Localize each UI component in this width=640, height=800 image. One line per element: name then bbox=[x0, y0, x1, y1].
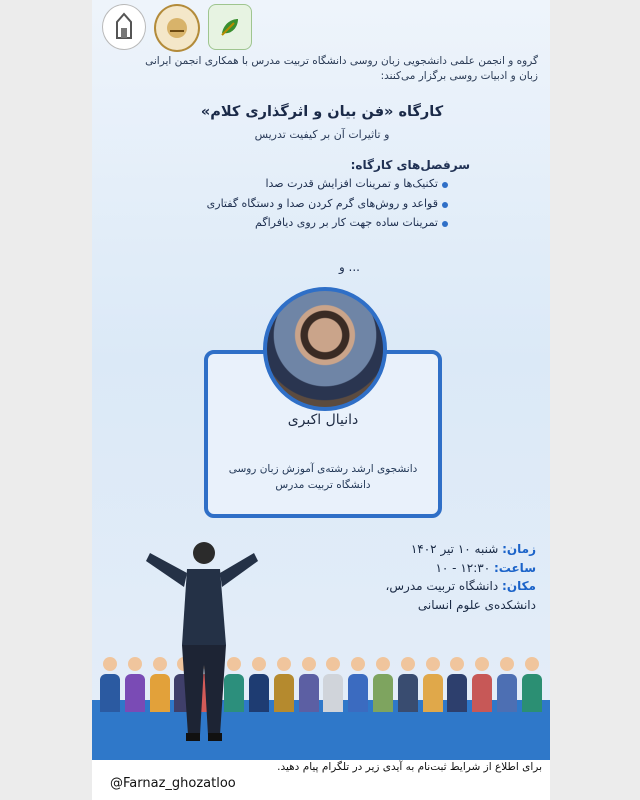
audience-person bbox=[100, 657, 120, 712]
registration-text: برای اطلاع از شرایط ثبت‌نام به آیدی زیر در تلگرام پیام دهید. bbox=[277, 761, 542, 773]
conductor-icon bbox=[142, 535, 262, 755]
bullet-icon bbox=[442, 182, 448, 188]
intro-line-1: گروه و انجمن علمی دانشجویی زبان روسی دانشگاه تربیت مدرس با همکاری انجمن ایرانی bbox=[145, 55, 538, 67]
event-details bbox=[296, 540, 536, 614]
time-row bbox=[296, 559, 536, 578]
audience-person bbox=[447, 657, 467, 712]
topics-list bbox=[118, 176, 448, 235]
audience-person bbox=[423, 657, 443, 712]
place-value: دانشگاه تربیت مدرس، bbox=[385, 579, 499, 594]
conductor-illustration bbox=[142, 535, 262, 755]
date-row bbox=[296, 540, 536, 559]
topics-more: و ... bbox=[338, 260, 360, 274]
time-label: ساعت: bbox=[493, 560, 536, 575]
speaker-role-line-1: دانشجوی ارشد رشته‌ی آموزش زبان روسی bbox=[228, 463, 418, 475]
speaker-photo bbox=[263, 287, 387, 411]
topic-text: تکنیک‌ها و تمرینات افزایش قدرت صدا bbox=[265, 177, 438, 190]
telegram-handle: @Farnaz_ghozatloo bbox=[110, 776, 236, 791]
workshop-poster bbox=[92, 0, 550, 800]
association-seal-logo bbox=[154, 4, 200, 52]
time-value: ۱۲:۳۰ - ۱۰ bbox=[435, 560, 491, 575]
topic-item bbox=[118, 176, 448, 193]
topics-heading: سرفصل‌های کارگاه: bbox=[350, 158, 470, 172]
workshop-title: کارگاه «فن بیان و اثرگذاری کلام» bbox=[200, 104, 444, 120]
topic-text: قواعد و روش‌های گرم کردن صدا و دستگاه گفتاری bbox=[206, 196, 438, 210]
speaker-role bbox=[204, 462, 442, 494]
speaker-name: دانیال اکبری bbox=[287, 412, 359, 428]
topic-item bbox=[118, 196, 448, 213]
logos-group bbox=[102, 4, 252, 54]
audience-person bbox=[373, 657, 393, 712]
leaf-logo bbox=[208, 4, 252, 50]
audience-person bbox=[323, 657, 343, 712]
speaker-role-line-2: دانشگاه تربیت مدرس bbox=[275, 478, 371, 491]
audience-person bbox=[472, 657, 492, 712]
place-value-2: دانشکده‌ی علوم انسانی bbox=[417, 597, 536, 612]
bullet-icon bbox=[442, 202, 448, 208]
place-label: مکان: bbox=[502, 579, 536, 594]
audience-person bbox=[497, 657, 517, 712]
bullet-icon bbox=[442, 221, 448, 227]
intro-text bbox=[106, 54, 538, 84]
date-label: زمان: bbox=[502, 542, 536, 556]
audience-person bbox=[398, 657, 418, 712]
topic-item bbox=[118, 215, 448, 232]
university-logo bbox=[102, 4, 146, 50]
topic-text: تمرینات ساده جهت کار بر روی دیافراگم bbox=[255, 216, 438, 229]
workshop-subtitle: و تاثیرات آن بر کیفیت تدریس bbox=[254, 128, 390, 141]
intro-line-2: زبان و ادبیات روسی برگزار می‌کنند: bbox=[380, 70, 538, 83]
audience-person bbox=[299, 657, 319, 712]
audience-person bbox=[348, 657, 368, 712]
left-margin bbox=[0, 0, 92, 800]
date-value: شنبه ۱۰ تیر ۱۴۰۲ bbox=[410, 542, 499, 556]
audience-person bbox=[522, 657, 542, 712]
audience-person bbox=[274, 657, 294, 712]
place-row bbox=[296, 577, 536, 596]
right-margin bbox=[550, 0, 640, 800]
